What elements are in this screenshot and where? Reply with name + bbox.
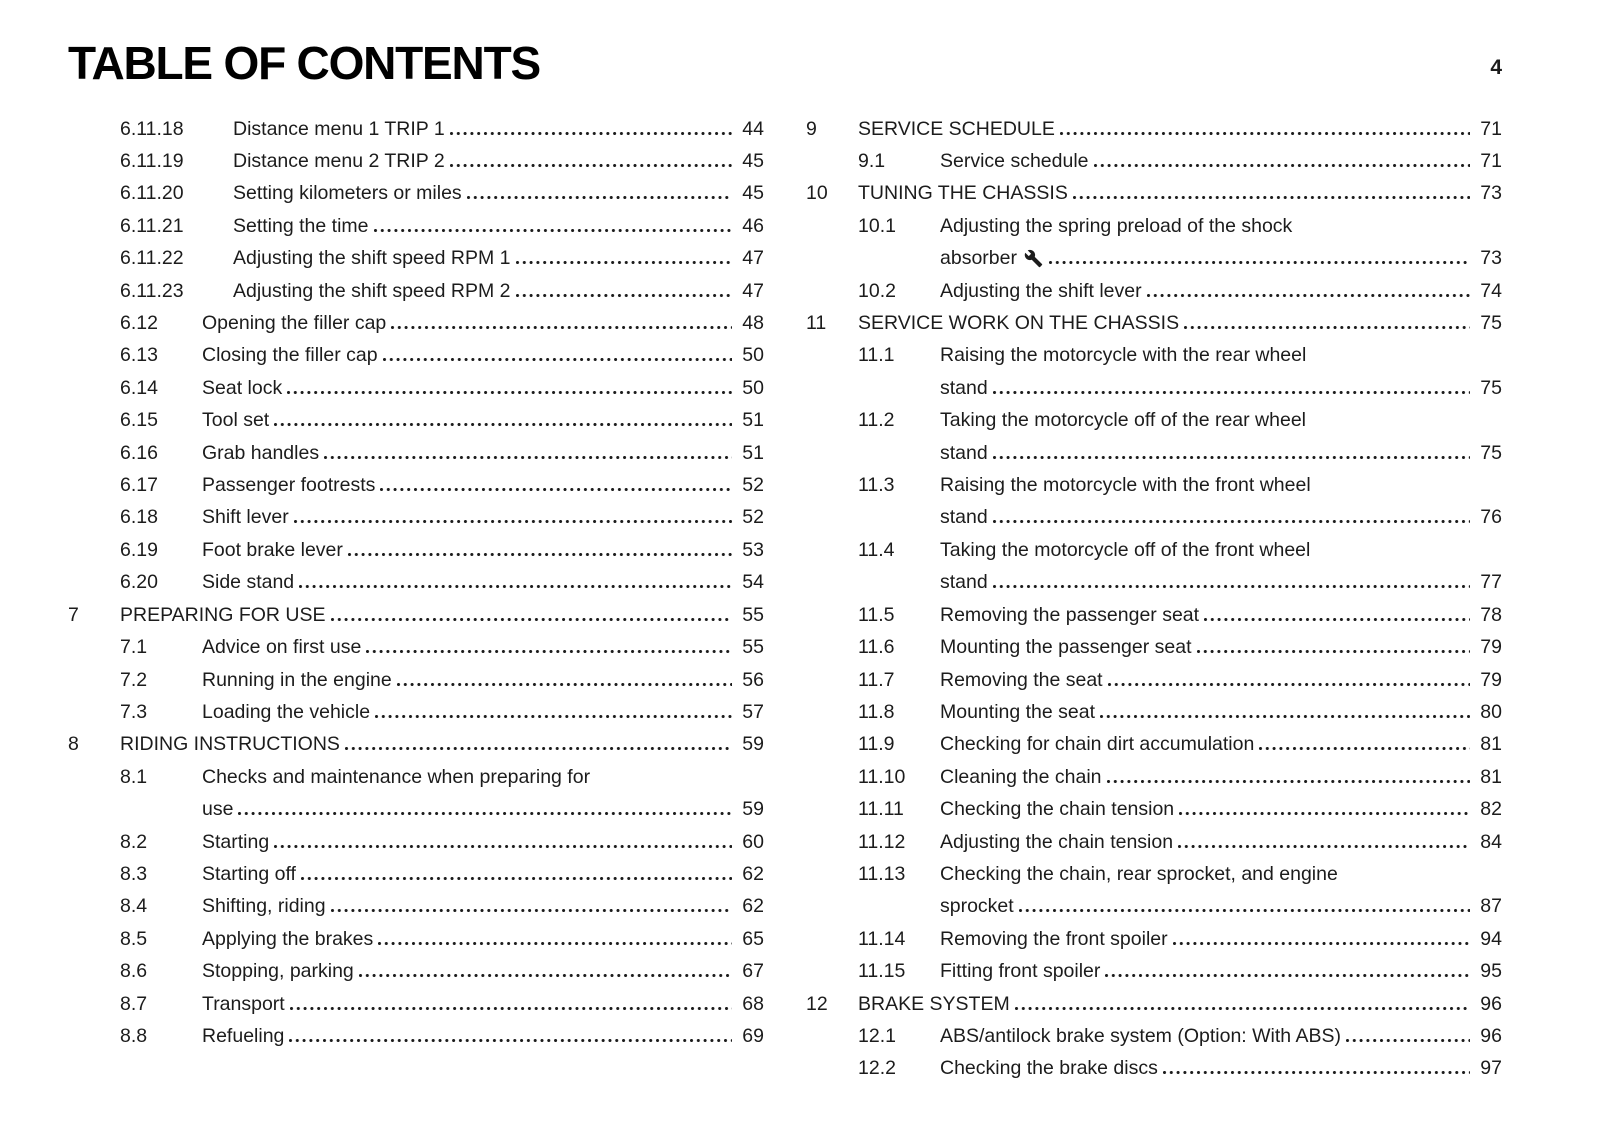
- toc-entry-line: [806, 339, 1502, 371]
- dot-leader: [516, 261, 733, 264]
- toc-entry-title: Checks and maintenance when preparing for: [202, 765, 591, 788]
- toc-entry-page: 47: [742, 247, 764, 270]
- dot-leader: [1204, 618, 1470, 621]
- toc-entry-line: [68, 955, 764, 987]
- toc-entry-line: [806, 631, 1502, 663]
- dot-leader: [1100, 715, 1470, 718]
- toc-entry-number: 11.14: [858, 927, 906, 950]
- toc-entry-line: [68, 890, 764, 922]
- toc-entry-title: Distance menu 2 TRIP 2: [233, 150, 445, 172]
- dot-leader: [366, 650, 732, 653]
- toc-entry-number: 12.1: [858, 1024, 896, 1047]
- toc-entry-number: 11.9: [858, 733, 895, 756]
- toc-entry-page: 94: [1480, 927, 1502, 950]
- toc-entry-number: 6.16: [120, 441, 158, 464]
- dot-leader: [397, 683, 732, 686]
- toc-entry-page: 57: [742, 700, 764, 723]
- toc-entry-page: 62: [742, 862, 764, 885]
- toc-entry-title: Side stand: [202, 571, 295, 594]
- toc-entry-page: 67: [742, 960, 764, 983]
- dot-leader: [378, 942, 732, 945]
- toc-entry-title: Raising the motorcycle with the rear wheel: [940, 344, 1307, 367]
- toc-entry-line: [68, 664, 764, 696]
- toc-entry-page: 52: [742, 506, 764, 529]
- toc-entry-number: 7: [68, 603, 79, 626]
- toc-entry-title: TUNING THE CHASSIS: [858, 182, 1068, 205]
- toc-entry-title: Adjusting the shift lever: [940, 279, 1142, 302]
- toc-entry-page: 62: [742, 895, 764, 918]
- toc-entry-number: 11: [806, 312, 827, 335]
- dot-leader: [1147, 294, 1470, 297]
- toc-entry-line: [68, 437, 764, 469]
- toc-column-right: [806, 113, 1502, 1085]
- toc-entry-page: 68: [742, 992, 764, 1015]
- dot-leader: [374, 229, 733, 232]
- toc-entry-number: 8.6: [120, 960, 148, 983]
- toc-entry-page: 81: [1480, 733, 1502, 756]
- toc-entry-line: [806, 890, 1502, 922]
- toc-entry-page: 78: [1480, 603, 1502, 626]
- dot-leader: [299, 585, 732, 588]
- toc-entry-page: 54: [742, 571, 764, 594]
- dot-leader: [450, 164, 732, 167]
- toc-entry-line: [68, 858, 764, 890]
- toc-entry-number: 11.5: [858, 603, 895, 626]
- toc-entry-title: Shifting, riding: [202, 895, 326, 918]
- toc-entry-number: 6.11.23: [120, 279, 184, 302]
- toc-entry-line: [68, 696, 764, 728]
- toc-entry-page: 52: [742, 474, 764, 497]
- toc-entry-number: 8.4: [120, 895, 148, 918]
- toc-entry-page: 74: [1480, 279, 1502, 302]
- toc-entry-line: [68, 793, 764, 825]
- toc-entry-title: Mounting the passenger seat: [940, 636, 1192, 659]
- toc-entry-title: Taking the motorcycle off of the rear wheel: [940, 409, 1306, 432]
- dot-leader: [1019, 909, 1470, 912]
- toc-entry-line: [806, 761, 1502, 793]
- toc-entry-number: 10: [806, 182, 828, 205]
- toc-entry-page: 95: [1480, 960, 1502, 983]
- toc-entry-page: 50: [742, 344, 764, 367]
- toc-entry-number: 6.18: [120, 506, 158, 529]
- toc-entry-title: Fitting front spoiler: [940, 960, 1101, 983]
- toc-entry-number: 7.2: [120, 668, 148, 691]
- toc-entry-number: 6.14: [120, 376, 158, 399]
- toc-entry-page: 71: [1480, 150, 1502, 172]
- toc-entry-title: Taking the motorcycle off of the front wheel: [940, 538, 1311, 561]
- toc-entry-number: 8.7: [120, 992, 148, 1015]
- toc-entry-number: 6.11.19: [120, 150, 184, 172]
- toc-entry-number: 6.11.22: [120, 247, 184, 270]
- toc-entry-title: stand: [940, 376, 988, 399]
- dot-leader: [1015, 1007, 1470, 1010]
- toc-entry-line: [806, 501, 1502, 533]
- dot-leader: [331, 618, 732, 621]
- toc-entry-line: [68, 534, 764, 566]
- toc-entry-line: [68, 1020, 764, 1052]
- toc-entry-page: 65: [742, 927, 764, 950]
- toc-entry-title: Starting: [202, 830, 270, 853]
- dot-leader: [1178, 845, 1470, 848]
- toc-entry-number: 11.2: [858, 409, 895, 432]
- toc-entry-line: [806, 858, 1502, 890]
- toc-entry-title: Service schedule: [940, 150, 1089, 172]
- toc-entry-title: Opening the filler cap: [202, 312, 387, 335]
- dot-leader: [1197, 650, 1470, 653]
- toc-entry-line: [68, 469, 764, 501]
- toc-entry-number: 10.1: [858, 214, 896, 237]
- toc-entry-title: Raising the motorcycle with the front wheel: [940, 474, 1311, 497]
- dot-leader: [516, 294, 733, 297]
- toc-entry-title: Seat lock: [202, 376, 283, 399]
- toc-entry-page: 51: [742, 409, 764, 432]
- dot-leader: [1108, 683, 1470, 686]
- toc-entry-title: stand: [940, 506, 988, 529]
- toc-entry-title: Cleaning the chain: [940, 765, 1102, 788]
- toc-entry-page: 81: [1480, 765, 1502, 788]
- dot-leader: [1105, 974, 1470, 977]
- dot-leader: [289, 1039, 732, 1042]
- dot-leader: [1184, 326, 1470, 329]
- toc-entry-page: 47: [742, 279, 764, 302]
- page-title: TABLE OF CONTENTS: [68, 37, 540, 89]
- toc-entry-title: sprocket: [940, 895, 1014, 918]
- toc-entry-line: [806, 145, 1502, 177]
- toc-entry-line: [806, 826, 1502, 858]
- toc-entry-line: [68, 826, 764, 858]
- toc-entry-number: 9: [806, 117, 817, 140]
- toc-entry-line: [806, 177, 1502, 209]
- toc-entry-title: Adjusting the shift speed RPM 2: [233, 279, 511, 302]
- toc-entry-number: 11.11: [858, 798, 904, 821]
- toc-entry-page: 73: [1480, 182, 1502, 205]
- dot-leader: [331, 909, 732, 912]
- dot-leader: [1107, 780, 1470, 783]
- dot-leader: [1094, 164, 1471, 167]
- toc-entry-page: 55: [742, 603, 764, 626]
- toc-entry-line: [68, 339, 764, 371]
- toc-entry-line: [68, 501, 764, 533]
- dot-leader: [359, 974, 732, 977]
- dot-leader: [467, 196, 732, 199]
- dot-leader: [1173, 942, 1470, 945]
- dot-leader: [345, 747, 732, 750]
- dot-leader: [383, 358, 732, 361]
- toc-entry-title: Foot brake lever: [202, 538, 343, 561]
- toc-entry-line: [68, 728, 764, 760]
- toc-entry-title: Shift lever: [202, 506, 289, 529]
- toc-entry-line: [68, 599, 764, 631]
- dot-leader: [274, 845, 732, 848]
- toc-entry-line: [806, 955, 1502, 987]
- toc-entry-title: Distance menu 1 TRIP 1: [233, 117, 445, 140]
- dot-leader: [993, 520, 1470, 523]
- toc-entry-number: 12.2: [858, 1057, 896, 1080]
- toc-entry-title: Removing the passenger seat: [940, 603, 1200, 626]
- toc-entry-title: Stopping, parking: [202, 960, 354, 983]
- toc-entry-line: [806, 728, 1502, 760]
- toc-entry-line: [806, 437, 1502, 469]
- toc-entry-line: [806, 1020, 1502, 1052]
- toc-entry-number: 8.5: [120, 927, 148, 950]
- toc-entry-page: 97: [1480, 1057, 1502, 1080]
- toc-entry-line: [806, 210, 1502, 242]
- toc-entry-page: 75: [1480, 312, 1502, 335]
- toc-entry-page: 69: [742, 1024, 764, 1047]
- toc-entry-title: Adjusting the spring preload of the shock: [940, 214, 1293, 237]
- toc-entry-title: stand: [940, 441, 988, 464]
- toc-entry-page: 76: [1480, 506, 1502, 529]
- dot-leader: [380, 488, 732, 491]
- toc-entry-number: 11.10: [858, 765, 906, 788]
- toc-entry-title: Checking the brake discs: [940, 1057, 1158, 1080]
- dot-leader: [290, 1007, 732, 1010]
- page-header: [68, 38, 1502, 89]
- toc-entry-line: [806, 923, 1502, 955]
- toc-entry-line: [806, 566, 1502, 598]
- toc-entry-line: [806, 534, 1502, 566]
- dot-leader: [324, 456, 732, 459]
- toc-entry-line: [806, 988, 1502, 1020]
- toc-entry-number: 11.15: [858, 960, 906, 983]
- toc-entry-title: Running in the engine: [202, 668, 392, 691]
- toc-entry-number: 8: [68, 733, 79, 756]
- toc-entry-line: [68, 113, 764, 145]
- dot-leader: [301, 877, 732, 880]
- toc-entry-title: Setting the time: [233, 214, 369, 237]
- dot-leader: [1073, 196, 1470, 199]
- toc-entry-number: 11.8: [858, 700, 895, 723]
- toc-entry-page: 48: [742, 312, 764, 335]
- toc-entry-number: 11.7: [858, 668, 895, 691]
- toc-entry-number: 6.17: [120, 474, 158, 497]
- toc-entry-line: [806, 113, 1502, 145]
- toc-entry-line: [806, 793, 1502, 825]
- toc-entry-page: 51: [742, 441, 764, 464]
- toc-entry-page: 82: [1480, 798, 1502, 821]
- dot-leader: [274, 423, 732, 426]
- toc-entry-number: 9.1: [858, 150, 886, 172]
- toc-entry-number: 8.1: [120, 765, 148, 788]
- toc-entry-line: [806, 664, 1502, 696]
- toc-entry-title: ABS/antilock brake system (Option: With ABS): [940, 1024, 1341, 1047]
- toc-entry-title: Checking the chain tension: [940, 798, 1175, 821]
- toc-entry-title: Refueling: [202, 1024, 285, 1047]
- dot-leader: [1060, 132, 1470, 135]
- toc-entry-number: 6.20: [120, 571, 158, 594]
- toc-entry-line: [806, 404, 1502, 436]
- toc-entry-page: 44: [742, 117, 764, 140]
- toc-column-left: [68, 113, 764, 1085]
- toc-entry-title: Starting off: [202, 862, 296, 885]
- toc-entry-page: 56: [742, 668, 764, 691]
- dot-leader: [1049, 261, 1470, 264]
- toc-entry-number: 11.1: [858, 344, 895, 367]
- dot-leader: [391, 326, 732, 329]
- toc-entry-line: [806, 372, 1502, 404]
- toc-entry-number: 11.6: [858, 636, 895, 659]
- toc-entry-number: 7.3: [120, 700, 148, 723]
- toc-entry-line: [68, 210, 764, 242]
- toc-entry-page: 45: [742, 182, 764, 205]
- toc-entry-number: 11.12: [858, 830, 906, 853]
- toc-entry-title: Tool set: [202, 409, 270, 432]
- toc-entry-number: 6.11.20: [120, 182, 184, 205]
- toc-columns: [68, 113, 1502, 1085]
- toc-entry-title: BRAKE SYSTEM: [858, 992, 1010, 1015]
- toc-entry-number: 6.11.18: [120, 117, 184, 140]
- toc-entry-page: 59: [742, 733, 764, 756]
- toc-entry-number: 11.13: [858, 862, 906, 885]
- toc-entry-title: Advice on first use: [202, 636, 362, 659]
- toc-entry-number: 8.2: [120, 830, 148, 853]
- toc-entry-page: 73: [1480, 247, 1502, 270]
- toc-entry-number: 6.13: [120, 344, 158, 367]
- dot-leader: [1346, 1039, 1470, 1042]
- toc-entry-page: 75: [1480, 376, 1502, 399]
- toc-entry-title: RIDING INSTRUCTIONS: [120, 733, 340, 756]
- toc-entry-line: [68, 177, 764, 209]
- toc-entry-title: stand: [940, 571, 988, 594]
- toc-entry-page: 87: [1480, 895, 1502, 918]
- toc-entry-number: 8.8: [120, 1024, 148, 1047]
- toc-entry-line: [68, 923, 764, 955]
- toc-entry-line: [806, 242, 1502, 274]
- toc-entry-title: Checking the chain, rear sprocket, and engine: [940, 862, 1338, 885]
- toc-entry-line: [68, 307, 764, 339]
- dot-leader: [993, 391, 1470, 394]
- toc-entry-line: [68, 631, 764, 663]
- toc-entry-number: 10.2: [858, 279, 896, 302]
- dot-leader: [287, 391, 732, 394]
- dot-leader: [1179, 812, 1470, 815]
- toc-entry-page: 59: [742, 798, 764, 821]
- dot-leader: [238, 812, 732, 815]
- toc-entry-title: Closing the filler cap: [202, 344, 378, 367]
- dot-leader: [1163, 1071, 1470, 1074]
- toc-entry-number: 6.15: [120, 409, 158, 432]
- toc-entry-page: 60: [742, 830, 764, 853]
- toc-entry-number: 11.3: [858, 474, 895, 497]
- dot-leader: [375, 715, 732, 718]
- toc-entry-line: [68, 404, 764, 436]
- toc-entry-page: 84: [1480, 830, 1502, 853]
- toc-entry-line: [806, 275, 1502, 307]
- toc-entry-line: [68, 372, 764, 404]
- toc-entry-page: 50: [742, 376, 764, 399]
- toc-entry-title: SERVICE WORK ON THE CHASSIS: [858, 312, 1180, 335]
- toc-entry-number: 7.1: [120, 636, 148, 659]
- toc-entry-title: Transport: [202, 992, 285, 1015]
- toc-entry-line: [68, 242, 764, 274]
- toc-entry-title: Loading the vehicle: [202, 700, 371, 723]
- toc-entry-number: 6.12: [120, 312, 158, 335]
- toc-entry-number: 8.3: [120, 862, 148, 885]
- toc-entry-number: 6.11.21: [120, 214, 184, 237]
- toc-entry-title: Removing the seat: [940, 668, 1103, 691]
- toc-entry-line: [806, 469, 1502, 501]
- dot-leader: [993, 456, 1470, 459]
- toc-entry-title: use: [202, 798, 234, 821]
- toc-entry-title: Applying the brakes: [202, 927, 374, 950]
- toc-entry-page: 45: [742, 150, 764, 172]
- toc-entry-title: Adjusting the chain tension: [940, 830, 1174, 853]
- toc-entry-title: Passenger footrests: [202, 474, 376, 497]
- dot-leader: [993, 585, 1470, 588]
- toc-entry-line: [68, 761, 764, 793]
- toc-entry-page: 75: [1480, 441, 1502, 464]
- dot-leader: [348, 553, 732, 556]
- toc-entry-page: 80: [1480, 700, 1502, 723]
- toc-entry-title: SERVICE SCHEDULE: [858, 117, 1055, 140]
- toc-entry-title: Mounting the seat: [940, 700, 1096, 723]
- toc-entry-page: 71: [1480, 117, 1502, 140]
- dot-leader: [1259, 747, 1470, 750]
- toc-entry-number: 12: [806, 992, 828, 1015]
- toc-entry-line: [806, 1052, 1502, 1084]
- toc-entry-line: [68, 275, 764, 307]
- toc-entry-title: Checking for chain dirt accumulation: [940, 733, 1255, 756]
- toc-entry-page: 53: [742, 538, 764, 561]
- toc-entry-line: [68, 566, 764, 598]
- toc-entry-page: 46: [742, 214, 764, 237]
- page-number: 4: [1490, 56, 1502, 79]
- wrench-icon: [1024, 249, 1043, 268]
- toc-entry-line: [806, 599, 1502, 631]
- toc-entry-line: [806, 696, 1502, 728]
- dot-leader: [450, 132, 732, 135]
- toc-entry-title: PREPARING FOR USE: [120, 603, 326, 626]
- toc-entry-page: 77: [1480, 571, 1502, 594]
- toc-entry-page: 96: [1480, 992, 1502, 1015]
- toc-entry-title: Setting kilometers or miles: [233, 182, 462, 205]
- toc-entry-page: 79: [1480, 636, 1502, 659]
- toc-entry-number: 6.19: [120, 538, 158, 561]
- toc-entry-page: 79: [1480, 668, 1502, 691]
- toc-entry-page: 96: [1480, 1024, 1502, 1047]
- toc-entry-line: [68, 988, 764, 1020]
- toc-entry-title: absorber: [940, 247, 1017, 270]
- toc-entry-line: [68, 145, 764, 177]
- toc-entry-title: Adjusting the shift speed RPM 1: [233, 247, 511, 270]
- toc-entry-number: 11.4: [858, 538, 895, 561]
- toc-entry-page: 55: [742, 636, 764, 659]
- toc-entry-title: Removing the front spoiler: [940, 927, 1168, 950]
- dot-leader: [294, 520, 732, 523]
- toc-entry-line: [806, 307, 1502, 339]
- toc-entry-title: Grab handles: [202, 441, 320, 464]
